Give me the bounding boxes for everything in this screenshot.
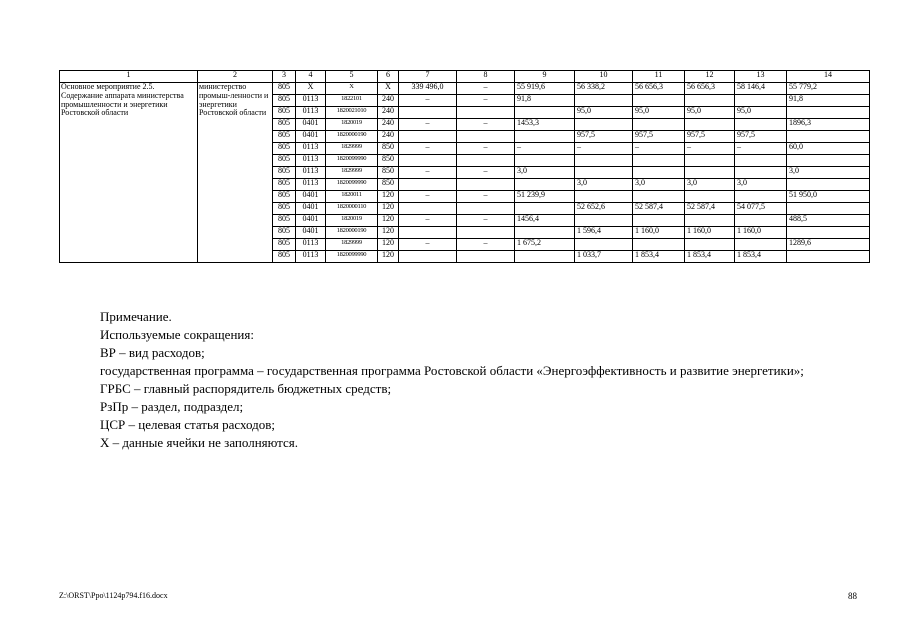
cell-c12 xyxy=(685,155,735,167)
cell-c11: – xyxy=(633,143,685,155)
cell-c8: – xyxy=(457,119,515,131)
cell-c9: – xyxy=(515,143,575,155)
cell-c5: 1820019 xyxy=(326,119,378,131)
cell-c12: 1 160,0 xyxy=(685,227,735,239)
cell-c13: 95,0 xyxy=(735,107,787,119)
cell-c9: 1453,3 xyxy=(515,119,575,131)
cell-c13 xyxy=(735,95,787,107)
cell-c11: 56 656,3 xyxy=(633,83,685,95)
cell-c9 xyxy=(515,131,575,143)
cell-c3: 805 xyxy=(273,107,296,119)
cell-c7 xyxy=(399,179,457,191)
cell-c8: – xyxy=(457,167,515,179)
cell-c8 xyxy=(457,131,515,143)
cell-c10: 1 596,4 xyxy=(575,227,633,239)
cell-c14: 488,5 xyxy=(787,215,870,227)
cell-c14 xyxy=(787,131,870,143)
cell-c3: 805 xyxy=(273,239,296,251)
footer-file-path: Z:\ORST\Ppo\1124p794.f16.docx xyxy=(59,591,168,600)
cell-c12: 52 587,4 xyxy=(685,203,735,215)
table-body xyxy=(60,83,870,263)
cell-c5: 1829999 xyxy=(326,167,378,179)
column-header-5: 5 xyxy=(326,71,378,83)
cell-c9: 51 239,9 xyxy=(515,191,575,203)
column-header-12: 12 xyxy=(685,71,735,83)
cell-c13: 54 077,5 xyxy=(735,203,787,215)
cell-c11: 1 853,4 xyxy=(633,251,685,263)
cell-c5: 1820021010 xyxy=(326,107,378,119)
cell-c13 xyxy=(735,119,787,131)
cell-c6: 850 xyxy=(378,143,399,155)
cell-c3: 805 xyxy=(273,143,296,155)
cell-c4: 0401 xyxy=(296,131,326,143)
cell-c5: 1822101 xyxy=(326,95,378,107)
executor-cell: министерство промыш-ленности и энергетики Ростовской области xyxy=(198,83,273,263)
cell-c3: 805 xyxy=(273,215,296,227)
cell-c12 xyxy=(685,239,735,251)
cell-c7: – xyxy=(399,95,457,107)
cell-c5: 1820000110 xyxy=(326,203,378,215)
cell-c9 xyxy=(515,251,575,263)
column-header-10: 10 xyxy=(575,71,633,83)
cell-c4: 0113 xyxy=(296,95,326,107)
cell-c8 xyxy=(457,155,515,167)
cell-c14 xyxy=(787,251,870,263)
cell-c4: 0401 xyxy=(296,227,326,239)
cell-c7: – xyxy=(399,191,457,203)
cell-c14: 55 779,2 xyxy=(787,83,870,95)
cell-c5: 1820019 xyxy=(326,215,378,227)
cell-c13 xyxy=(735,191,787,203)
cell-c8 xyxy=(457,179,515,191)
cell-c11: 1 160,0 xyxy=(633,227,685,239)
cell-c7 xyxy=(399,155,457,167)
cell-c12 xyxy=(685,167,735,179)
column-header-4: 4 xyxy=(296,71,326,83)
cell-c14 xyxy=(787,155,870,167)
cell-c10: 3,0 xyxy=(575,179,633,191)
cell-c4: X xyxy=(296,83,326,95)
cell-c11: 52 587,4 xyxy=(633,203,685,215)
note-abbrev-heading: Используемые сокращения: xyxy=(100,327,254,342)
cell-c7 xyxy=(399,203,457,215)
cell-c10 xyxy=(575,119,633,131)
cell-c8: – xyxy=(457,191,515,203)
cell-c14: 91,8 xyxy=(787,95,870,107)
cell-c14 xyxy=(787,179,870,191)
cell-c3: 805 xyxy=(273,179,296,191)
cell-c11 xyxy=(633,155,685,167)
cell-c13 xyxy=(735,167,787,179)
cell-c9: 91,8 xyxy=(515,95,575,107)
table-row xyxy=(60,83,870,95)
cell-c14: 60,0 xyxy=(787,143,870,155)
cell-c8: – xyxy=(457,215,515,227)
cell-c6: 850 xyxy=(378,167,399,179)
cell-c5: 1829999 xyxy=(326,143,378,155)
cell-c5: 1820011 xyxy=(326,191,378,203)
cell-c6: X xyxy=(378,83,399,95)
cell-c12: 957,5 xyxy=(685,131,735,143)
cell-c8 xyxy=(457,107,515,119)
column-header-2: 2 xyxy=(198,71,273,83)
cell-c3: 805 xyxy=(273,155,296,167)
cell-c13 xyxy=(735,155,787,167)
note-x: Х – данные ячейки не заполняются. xyxy=(100,435,299,450)
note-grbs: ГРБС – главный распорядитель бюджетных средств; xyxy=(100,381,392,396)
cell-c9: 55 919,6 xyxy=(515,83,575,95)
cell-c13: 957,5 xyxy=(735,131,787,143)
cell-c9 xyxy=(515,155,575,167)
cell-c8: – xyxy=(457,143,515,155)
cell-c8: – xyxy=(457,83,515,95)
cell-c7: – xyxy=(399,143,457,155)
cell-c7: – xyxy=(399,167,457,179)
cell-c4: 0113 xyxy=(296,251,326,263)
cell-c8 xyxy=(457,203,515,215)
column-header-7: 7 xyxy=(399,71,457,83)
cell-c11: 3,0 xyxy=(633,179,685,191)
cell-c4: 0113 xyxy=(296,143,326,155)
cell-c13: – xyxy=(735,143,787,155)
cell-c12 xyxy=(685,215,735,227)
cell-c5: 1820099990 xyxy=(326,179,378,191)
column-header-9: 9 xyxy=(515,71,575,83)
column-header-14: 14 xyxy=(787,71,870,83)
cell-c6: 850 xyxy=(378,179,399,191)
cell-c5: 1820099990 xyxy=(326,155,378,167)
cell-c9 xyxy=(515,227,575,239)
cell-c6: 120 xyxy=(378,203,399,215)
cell-c9: 3,0 xyxy=(515,167,575,179)
measure-name-cell: Основное мероприятие 2.5. Содержание аппарата министерства промышленности и энергетики Ростовской области xyxy=(60,83,198,263)
cell-c4: 0401 xyxy=(296,191,326,203)
cell-c3: 805 xyxy=(273,131,296,143)
note-rzpr: РзПр – раздел, подраздел; xyxy=(100,399,244,414)
cell-c6: 120 xyxy=(378,191,399,203)
column-header-6: 6 xyxy=(378,71,399,83)
cell-c9 xyxy=(515,179,575,191)
cell-c7: – xyxy=(399,239,457,251)
cell-c6: 120 xyxy=(378,215,399,227)
cell-c12 xyxy=(685,191,735,203)
cell-c10 xyxy=(575,239,633,251)
cell-c11: 95,0 xyxy=(633,107,685,119)
cell-c4: 0401 xyxy=(296,215,326,227)
cell-c3: 805 xyxy=(273,95,296,107)
cell-c6: 120 xyxy=(378,251,399,263)
cell-c10 xyxy=(575,155,633,167)
cell-c10: 56 338,2 xyxy=(575,83,633,95)
cell-c11 xyxy=(633,167,685,179)
cell-c14: 3,0 xyxy=(787,167,870,179)
cell-c7 xyxy=(399,131,457,143)
cell-c10: 957,5 xyxy=(575,131,633,143)
cell-c12: 3,0 xyxy=(685,179,735,191)
cell-c12: 56 656,3 xyxy=(685,83,735,95)
cell-c8: – xyxy=(457,95,515,107)
note-vr: ВР – вид расходов; xyxy=(100,345,205,360)
column-header-3: 3 xyxy=(273,71,296,83)
cell-c4: 0113 xyxy=(296,239,326,251)
cell-c3: 805 xyxy=(273,251,296,263)
column-header-13: 13 xyxy=(735,71,787,83)
budget-table xyxy=(59,70,870,263)
cell-c6: 240 xyxy=(378,119,399,131)
column-header-8: 8 xyxy=(457,71,515,83)
cell-c9: 1456,4 xyxy=(515,215,575,227)
cell-c14 xyxy=(787,203,870,215)
cell-c6: 120 xyxy=(378,227,399,239)
cell-c3: 805 xyxy=(273,203,296,215)
cell-c11 xyxy=(633,239,685,251)
cell-c6: 240 xyxy=(378,131,399,143)
note-gov-program: государственная программа – государственная программа Ростовской области «Энергоэффективность и развитие энергетики»; xyxy=(100,363,804,378)
cell-c13 xyxy=(735,215,787,227)
notes-section xyxy=(38,308,860,452)
cell-c13: 1 160,0 xyxy=(735,227,787,239)
cell-c13 xyxy=(735,239,787,251)
cell-c3: 805 xyxy=(273,83,296,95)
cell-c8: – xyxy=(457,239,515,251)
cell-c14: 1896,3 xyxy=(787,119,870,131)
cell-c9 xyxy=(515,203,575,215)
cell-c12 xyxy=(685,95,735,107)
cell-c5: X xyxy=(326,83,378,95)
cell-c12: 95,0 xyxy=(685,107,735,119)
cell-c4: 0113 xyxy=(296,107,326,119)
cell-c6: 240 xyxy=(378,107,399,119)
cell-c7 xyxy=(399,227,457,239)
cell-c3: 805 xyxy=(273,227,296,239)
footer-page-number: 88 xyxy=(848,591,857,601)
cell-c13: 1 853,4 xyxy=(735,251,787,263)
cell-c10 xyxy=(575,95,633,107)
column-header-1: 1 xyxy=(60,71,198,83)
cell-c7: 339 496,0 xyxy=(399,83,457,95)
cell-c5: 1829999 xyxy=(326,239,378,251)
cell-c14: 51 950,0 xyxy=(787,191,870,203)
cell-c11 xyxy=(633,191,685,203)
cell-c7 xyxy=(399,107,457,119)
table-header-row xyxy=(60,71,870,83)
cell-c4: 0401 xyxy=(296,119,326,131)
cell-c10 xyxy=(575,215,633,227)
cell-c14: 1289,6 xyxy=(787,239,870,251)
cell-c3: 805 xyxy=(273,119,296,131)
cell-c10: 1 033,7 xyxy=(575,251,633,263)
cell-c14 xyxy=(787,227,870,239)
cell-c9: 1 675,2 xyxy=(515,239,575,251)
cell-c12: 1 853,4 xyxy=(685,251,735,263)
cell-c7: – xyxy=(399,215,457,227)
note-title: Примечание. xyxy=(100,309,172,324)
cell-c3: 805 xyxy=(273,191,296,203)
column-header-11: 11 xyxy=(633,71,685,83)
cell-c5: 1820000190 xyxy=(326,227,378,239)
cell-c4: 0113 xyxy=(296,179,326,191)
cell-c10: 52 652,6 xyxy=(575,203,633,215)
cell-c8 xyxy=(457,251,515,263)
cell-c4: 0113 xyxy=(296,155,326,167)
cell-c14 xyxy=(787,107,870,119)
cell-c4: 0113 xyxy=(296,167,326,179)
cell-c11: 957,5 xyxy=(633,131,685,143)
cell-c12: – xyxy=(685,143,735,155)
cell-c10: – xyxy=(575,143,633,155)
cell-c6: 240 xyxy=(378,95,399,107)
cell-c7 xyxy=(399,251,457,263)
cell-c11 xyxy=(633,215,685,227)
note-csr: ЦСР – целевая статья расходов; xyxy=(100,417,275,432)
cell-c10 xyxy=(575,167,633,179)
cell-c13: 58 146,4 xyxy=(735,83,787,95)
cell-c3: 805 xyxy=(273,167,296,179)
cell-c10 xyxy=(575,191,633,203)
cell-c7: – xyxy=(399,119,457,131)
cell-c5: 1820000190 xyxy=(326,131,378,143)
cell-c12 xyxy=(685,119,735,131)
cell-c11 xyxy=(633,95,685,107)
cell-c11 xyxy=(633,119,685,131)
cell-c6: 850 xyxy=(378,155,399,167)
cell-c10: 95,0 xyxy=(575,107,633,119)
cell-c9 xyxy=(515,107,575,119)
cell-c13: 3,0 xyxy=(735,179,787,191)
cell-c8 xyxy=(457,227,515,239)
cell-c4: 0401 xyxy=(296,203,326,215)
cell-c6: 120 xyxy=(378,239,399,251)
cell-c5: 1820099990 xyxy=(326,251,378,263)
